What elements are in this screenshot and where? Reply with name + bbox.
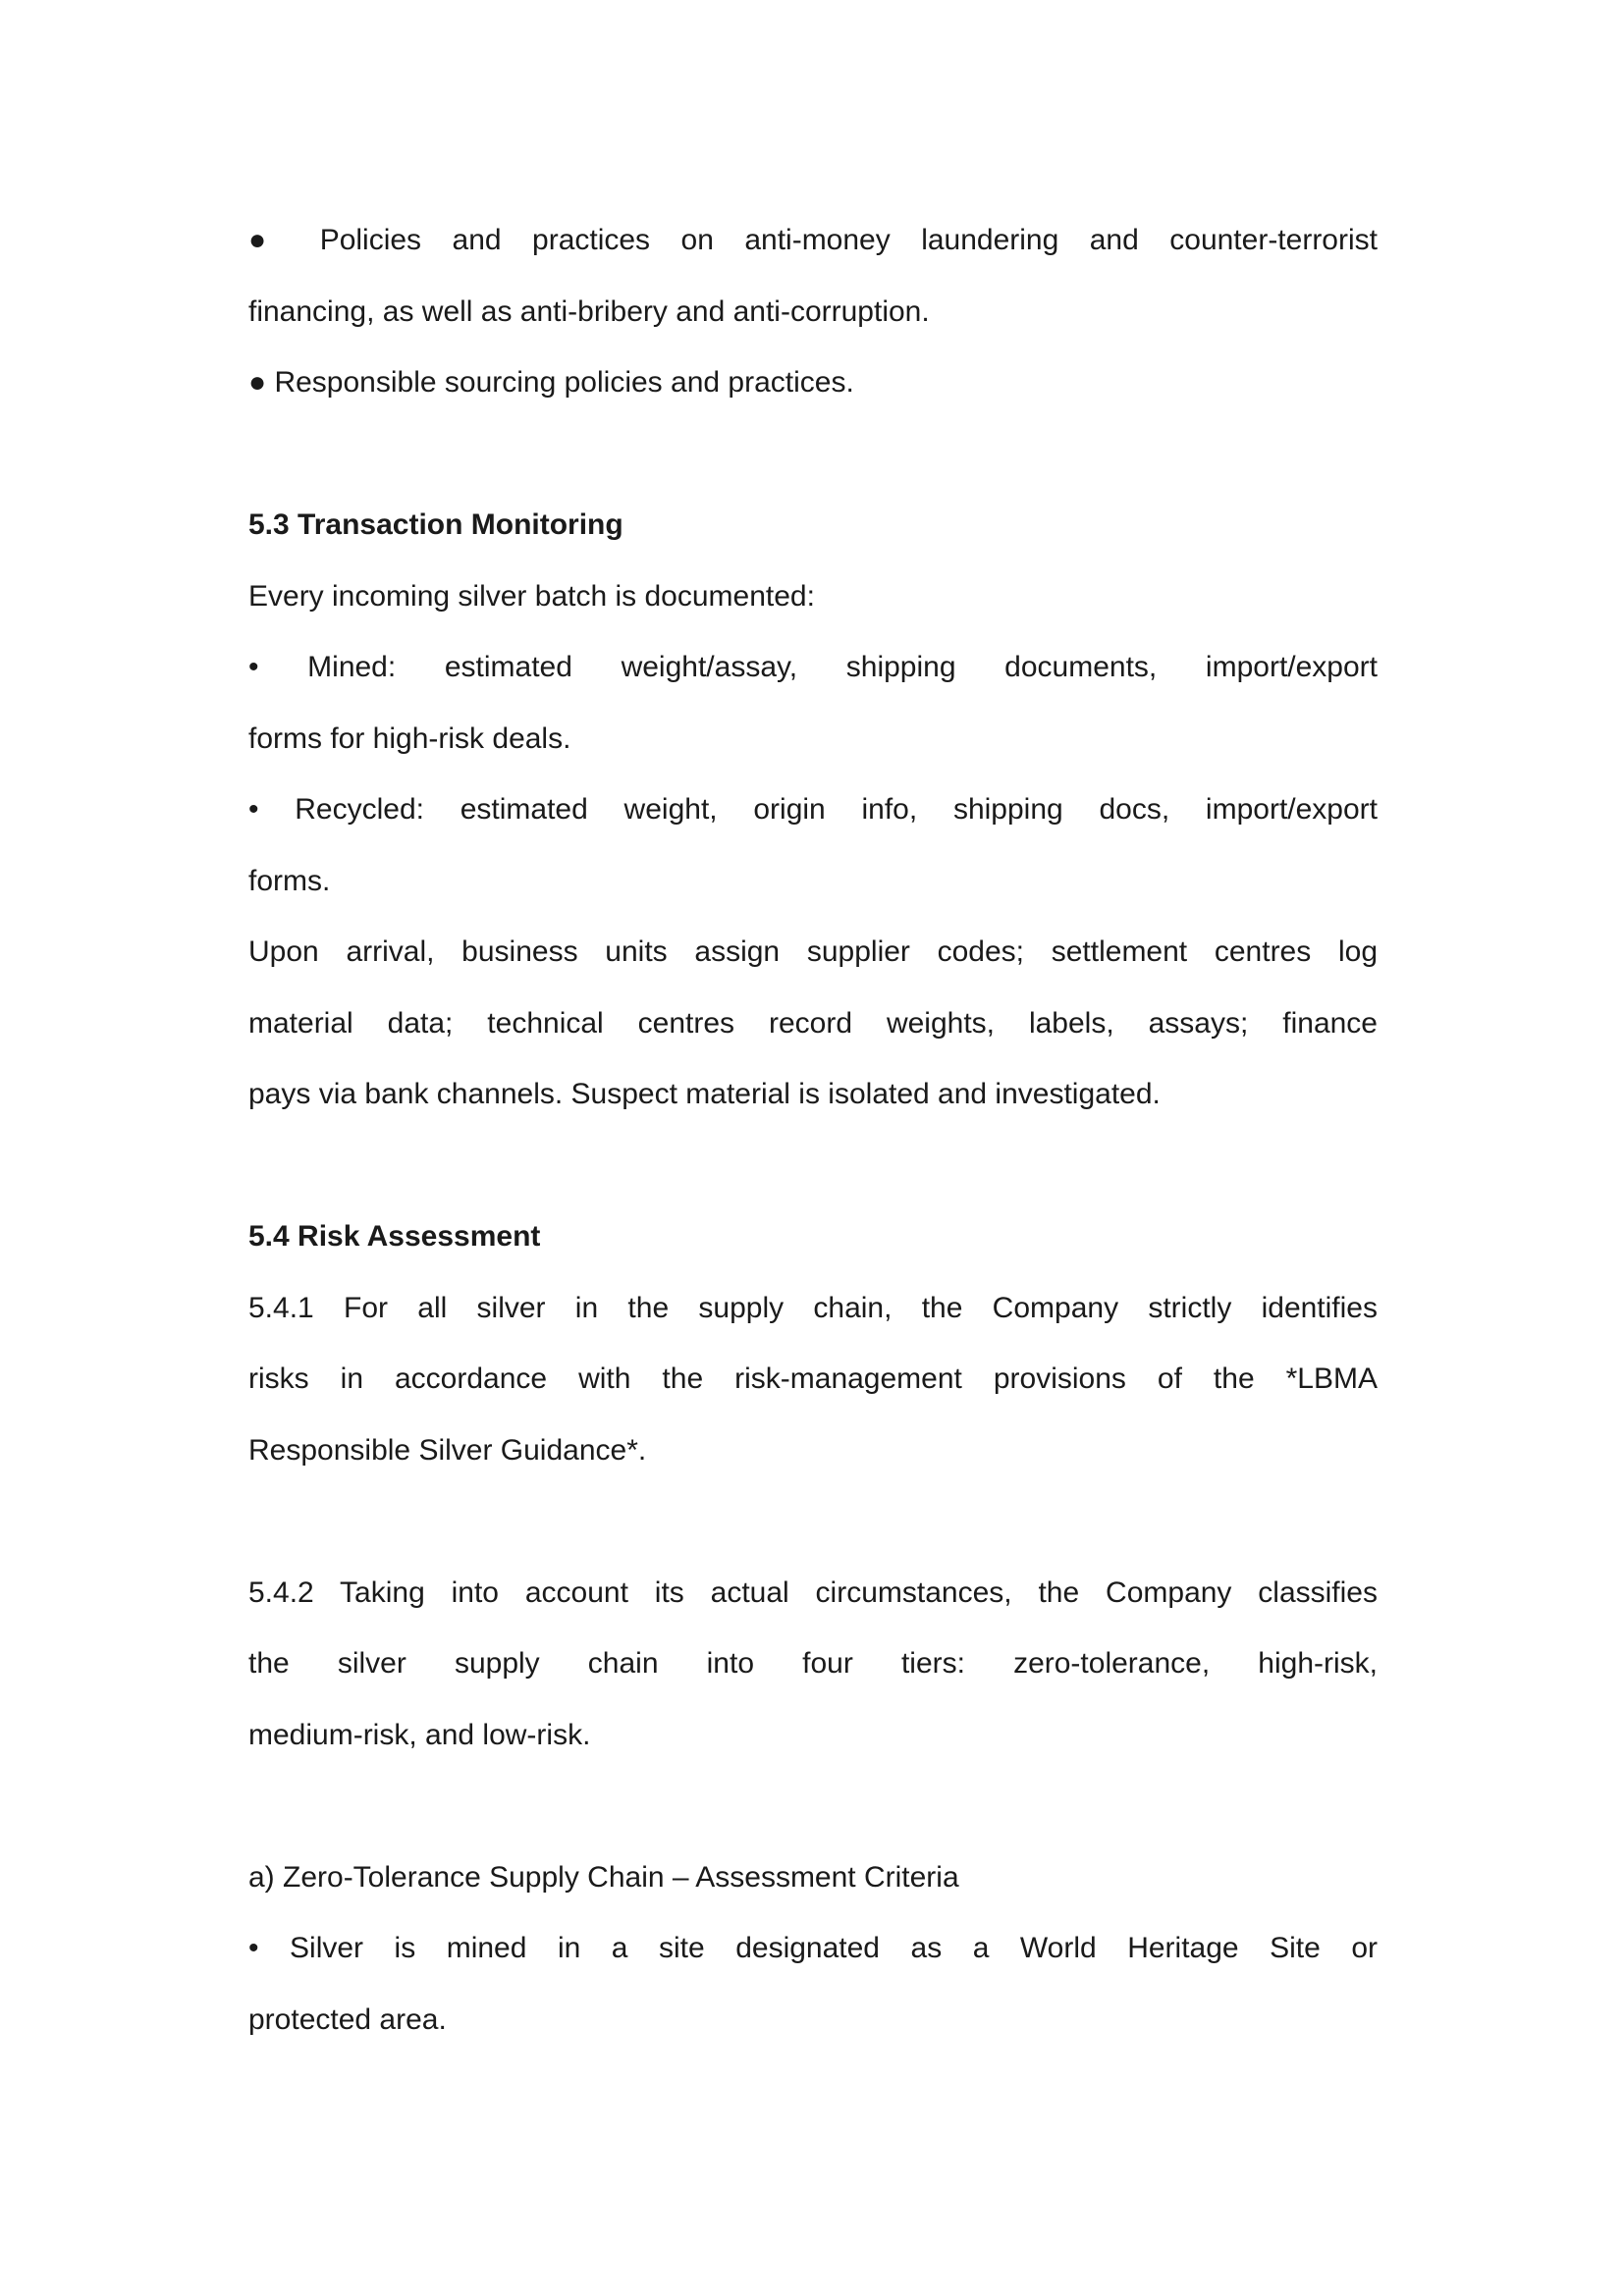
bullet-item-aml bbox=[248, 205, 1378, 347]
bullet-item-recycled bbox=[248, 774, 1378, 917]
text-line: 5.4.2 Taking into account its actual circumstances, the Company classifies bbox=[248, 1575, 1378, 1609]
heading-5-3-transaction-monitoring bbox=[248, 490, 1378, 561]
text-line: • Silver is mined in a site designated as a World Heritage Site or bbox=[248, 1932, 1378, 1964]
text-line: Responsible Silver Guidance*. bbox=[248, 1433, 647, 1467]
text-line: the silver supply chain into four tiers: zero-tolerance, high-risk, bbox=[248, 1647, 1378, 1680]
text-line: 5.4.1 For all silver in the supply chain, the Company strictly identifies bbox=[248, 1291, 1378, 1324]
bullet-item-mined bbox=[248, 632, 1378, 774]
bullet-item-world-heritage bbox=[248, 1913, 1378, 2056]
para-5-4-1 bbox=[248, 1273, 1378, 1487]
text-line: protected area. bbox=[248, 2002, 447, 2036]
bullet-item-sourcing bbox=[248, 347, 1378, 419]
para-5-4-2 bbox=[248, 1558, 1378, 1772]
text-line: risks in accordance with the risk-management provisions of the *LBMA bbox=[248, 1362, 1378, 1395]
heading-5-4-risk-assessment bbox=[248, 1201, 1378, 1273]
section-heading: 5.3 Transaction Monitoring bbox=[248, 508, 623, 541]
para-zero-tolerance-criteria bbox=[248, 1842, 1378, 1914]
text-line: forms for high-risk deals. bbox=[248, 721, 571, 755]
text-line: Upon arrival, business units assign supplier codes; settlement centres log bbox=[248, 935, 1378, 968]
para-batch-documented bbox=[248, 561, 1378, 633]
para-upon-arrival bbox=[248, 917, 1378, 1131]
text-line: • Mined: estimated weight/assay, shipping documents, import/export bbox=[248, 651, 1378, 683]
text-line: a) Zero-Tolerance Supply Chain – Assessment Criteria bbox=[248, 1860, 959, 1894]
text-line: pays via bank channels. Suspect material is isolated and investigated. bbox=[248, 1078, 1161, 1110]
text-line: medium-risk, and low-risk. bbox=[248, 1718, 591, 1751]
text-line: forms. bbox=[248, 864, 331, 897]
text-line: ● Responsible sourcing policies and practices. bbox=[248, 366, 854, 399]
text-line: ● Policies and practices on anti-money laundering and counter-terrorist bbox=[248, 224, 1378, 256]
section-heading: 5.4 Risk Assessment bbox=[248, 1220, 541, 1253]
text-line: financing, as well as anti-bribery and anti-corruption. bbox=[248, 294, 930, 328]
text-line: • Recycled: estimated weight, origin info, shipping docs, import/export bbox=[248, 793, 1378, 826]
text-line: material data; technical centres record weights, labels, assays; finance bbox=[248, 1006, 1378, 1040]
text-line: Every incoming silver batch is documented: bbox=[248, 579, 815, 613]
